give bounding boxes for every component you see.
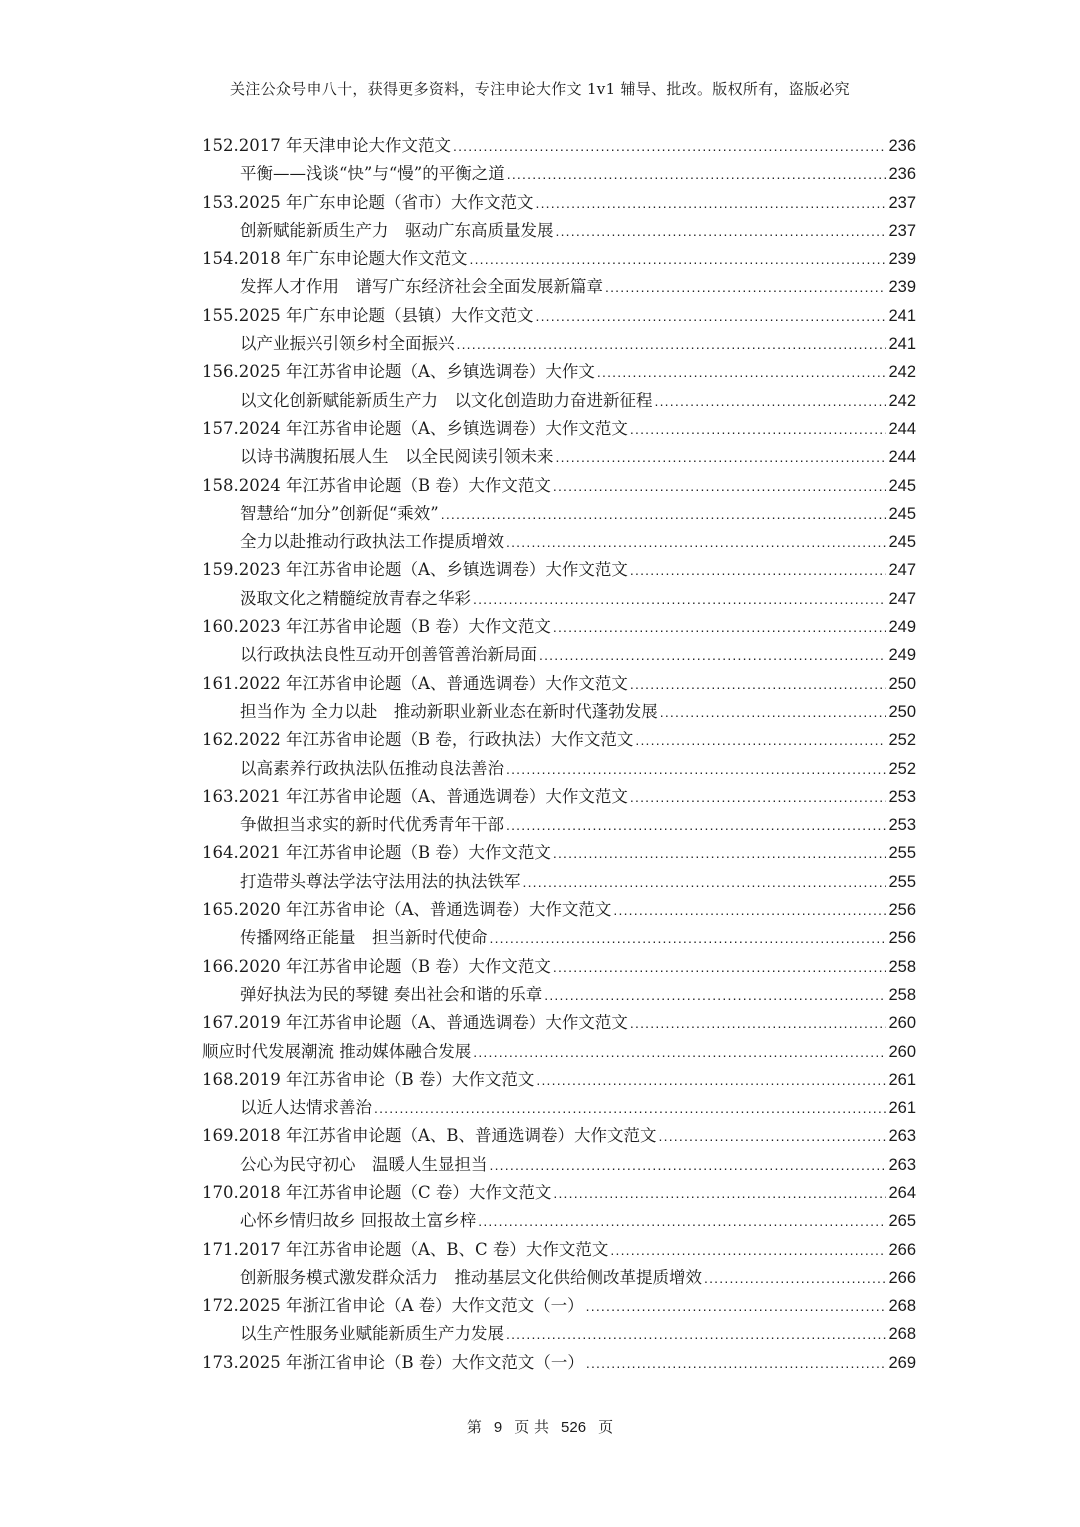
toc-page-number: 245 [888, 504, 916, 523]
toc-page-number: 253 [888, 787, 916, 806]
toc-subentry[interactable] [202, 330, 916, 358]
toc-subentry[interactable] [202, 811, 916, 839]
toc-subentry[interactable] [202, 1151, 916, 1179]
toc-page-number: 255 [888, 872, 916, 891]
toc-dot-leader [556, 223, 887, 239]
toc-page-number: 245 [888, 476, 916, 495]
toc-page-number: 242 [888, 363, 916, 382]
toc-entry-title: 以文化创新赋能新质生产力 以文化创造助力奋进新征程 [240, 390, 653, 410]
toc-entry-title: 157.2024 年江苏省申论题（A、乡镇选调卷）大作文范文 [202, 418, 628, 438]
toc-dot-leader [374, 1100, 886, 1116]
page-header: 关注公众号申八十，获得更多资料，专注申论大作文 1v1 辅导、批改。版权所有，盗版必究 [229, 80, 850, 98]
toc-page-number: 253 [888, 816, 916, 835]
toc-subentry[interactable] [202, 698, 916, 726]
toc-dot-leader [704, 1270, 886, 1286]
toc-page-number: 249 [888, 618, 916, 637]
toc-subentry[interactable] [202, 1207, 916, 1235]
toc-page-number: 256 [888, 901, 916, 920]
toc-entry[interactable] [202, 1122, 916, 1150]
toc-page-number: 250 [888, 674, 916, 693]
toc-entry[interactable] [202, 1349, 916, 1377]
toc-dot-leader [553, 1185, 886, 1201]
toc-subentry[interactable] [202, 641, 916, 669]
toc-page-number: 252 [888, 731, 916, 750]
toc-page-number: 239 [888, 278, 916, 297]
toc-subentry[interactable] [202, 585, 916, 613]
table-of-contents [202, 132, 916, 1377]
toc-page-number: 258 [888, 985, 916, 1004]
toc-entry[interactable] [202, 783, 916, 811]
toc-entry-title: 155.2025 年广东申论题（县镇）大作文范文 [202, 305, 534, 325]
toc-dot-leader [553, 845, 887, 861]
toc-page-number: 247 [888, 561, 916, 580]
toc-entry-title: 171.2017 年江苏省申论题（A、B、C 卷）大作文范文 [202, 1239, 609, 1259]
toc-page-number: 269 [888, 1353, 916, 1372]
toc-entry-title: 170.2018 年江苏省申论题（C 卷）大作文范文 [202, 1182, 552, 1202]
toc-page-number: 265 [888, 1212, 916, 1231]
toc-dot-leader [469, 251, 886, 267]
toc-entry[interactable] [202, 670, 916, 698]
toc-page-number: 242 [888, 391, 916, 410]
toc-dot-leader [635, 732, 886, 748]
toc-page-number: 241 [888, 306, 916, 325]
toc-page-number: 263 [888, 1155, 916, 1174]
toc-entry-title: 以行政执法良性互动开创善管善治新局面 [240, 645, 537, 665]
toc-dot-leader [553, 478, 887, 494]
toc-entry-title: 平衡——浅谈“快”与“慢”的平衡之道 [240, 164, 505, 184]
footer-total-pages: 526 [561, 1419, 587, 1436]
toc-dot-leader [630, 676, 887, 692]
toc-subentry[interactable] [202, 443, 916, 471]
toc-entry[interactable] [202, 556, 916, 584]
toc-entry[interactable] [202, 1009, 916, 1037]
toc-page-number: 244 [888, 448, 916, 467]
toc-dot-leader [473, 591, 886, 607]
toc-entry[interactable] [202, 358, 916, 386]
toc-page-number: 252 [888, 759, 916, 778]
toc-page-number: 244 [888, 419, 916, 438]
toc-subentry[interactable] [202, 528, 916, 556]
toc-dot-leader [544, 987, 886, 1003]
toc-entry-title: 169.2018 年江苏省申论题（A、B、普通选调卷）大作文范文 [202, 1126, 657, 1146]
toc-page-number: 260 [888, 1014, 916, 1033]
toc-page-number: 256 [888, 929, 916, 948]
toc-dot-leader [660, 704, 887, 720]
toc-page-number: 237 [888, 221, 916, 240]
toc-page-number: 260 [888, 1042, 916, 1061]
toc-entry-title: 166.2020 年江苏省申论题（B 卷）大作文范文 [202, 956, 551, 976]
toc-dot-leader [610, 1242, 886, 1258]
toc-entry-title: 163.2021 年江苏省申论题（A、普通选调卷）大作文范文 [202, 786, 628, 806]
footer-suffix: 页 [598, 1418, 614, 1436]
toc-subentry[interactable] [202, 387, 916, 415]
toc-dot-leader [630, 421, 887, 437]
toc-page-number: 255 [888, 844, 916, 863]
toc-subentry[interactable] [202, 981, 916, 1009]
toc-entry-title: 以诗书满腹拓展人生 以全民阅读引领未来 [240, 447, 554, 467]
toc-entry-title: 156.2025 年江苏省申论题（A、乡镇选调卷）大作文 [202, 362, 595, 382]
toc-page-number: 245 [888, 533, 916, 552]
toc-entry-title: 167.2019 年江苏省申论题（A、普通选调卷）大作文范文 [202, 1013, 628, 1033]
toc-page-number: 237 [888, 193, 916, 212]
toc-entry-title: 159.2023 年江苏省申论题（A、乡镇选调卷）大作文范文 [202, 560, 628, 580]
toc-entry[interactable] [202, 839, 916, 867]
page-footer [0, 1416, 1080, 1437]
toc-dot-leader [556, 449, 887, 465]
toc-dot-leader [441, 506, 887, 522]
toc-dot-leader [655, 393, 887, 409]
toc-dot-leader [478, 1213, 886, 1229]
toc-dot-leader [553, 959, 887, 975]
toc-entry[interactable] [202, 302, 916, 330]
toc-entry[interactable] [202, 1066, 916, 1094]
toc-entry[interactable] [202, 726, 916, 754]
toc-dot-leader [506, 534, 886, 550]
toc-page-number: 247 [888, 589, 916, 608]
toc-entry[interactable] [202, 245, 916, 273]
toc-entry-title: 以生产性服务业赋能新质生产力发展 [240, 1324, 504, 1344]
toc-dot-leader [457, 336, 887, 352]
toc-page-number: 250 [888, 702, 916, 721]
toc-entry-title: 顺应时代发展潮流 推动媒体融合发展 [202, 1041, 472, 1061]
toc-dot-leader [535, 308, 886, 324]
toc-entry[interactable] [202, 472, 916, 500]
toc-page-number: 241 [888, 335, 916, 354]
toc-page-number: 236 [888, 165, 916, 184]
toc-page-number: 266 [888, 1240, 916, 1259]
toc-entry-title: 打造带头尊法学法守法用法的执法铁军 [240, 871, 521, 891]
toc-subentry[interactable] [202, 273, 916, 301]
toc-page-number: 268 [888, 1297, 916, 1316]
toc-entry-title: 153.2025 年广东申论题（省市）大作文范文 [202, 192, 534, 212]
toc-dot-leader [586, 1355, 887, 1371]
toc-dot-leader [535, 195, 886, 211]
toc-entry-title: 以近人达情求善治 [240, 1098, 372, 1118]
toc-entry[interactable] [202, 1179, 916, 1207]
toc-dot-leader [630, 562, 887, 578]
toc-entry-title: 152.2017 年天津申论大作文范文 [202, 136, 451, 155]
toc-dot-leader [523, 874, 887, 890]
toc-entry-title: 担当作为 全力以赴 推动新职业新业态在新时代蓬勃发展 [240, 701, 658, 721]
toc-page-number: 249 [888, 646, 916, 665]
toc-subentry[interactable] [202, 160, 916, 188]
toc-entry-title: 162.2022 年江苏省申论题（B 卷，行政执法）大作文范文 [202, 730, 634, 750]
toc-entry-title: 争做担当求实的新时代优秀青年干部 [240, 815, 504, 835]
toc-entry[interactable] [202, 1236, 916, 1264]
toc-entry-title: 智慧给“加分”创新促“乘效” [240, 503, 439, 523]
toc-page-number: 268 [888, 1325, 916, 1344]
toc-entry-title: 创新服务模式激发群众活力 推动基层文化供给侧改革提质增效 [240, 1267, 702, 1287]
toc-subentry[interactable] [202, 755, 916, 783]
toc-dot-leader [453, 138, 886, 154]
toc-page-number: 264 [888, 1183, 916, 1202]
toc-subentry[interactable] [202, 1094, 916, 1122]
toc-dot-leader [506, 1326, 886, 1342]
toc-page-number: 258 [888, 957, 916, 976]
toc-subentry[interactable] [202, 1320, 916, 1348]
toc-entry-title: 173.2025 年浙江省申论（B 卷）大作文范文（一） [202, 1352, 584, 1372]
toc-dot-leader [553, 619, 887, 635]
toc-dot-leader [597, 364, 887, 380]
toc-page-number: 236 [888, 137, 916, 155]
toc-subentry[interactable] [202, 924, 916, 952]
toc-dot-leader [473, 1044, 886, 1060]
toc-subentry[interactable] [202, 217, 916, 245]
toc-entry-title: 164.2021 年江苏省申论题（B 卷）大作文范文 [202, 843, 551, 863]
toc-page-number: 261 [888, 1070, 916, 1089]
toc-dot-leader [605, 279, 886, 295]
toc-dot-leader [539, 647, 886, 663]
toc-entry-title: 172.2025 年浙江省申论（A 卷）大作文范文（一） [202, 1296, 584, 1316]
toc-dot-leader [490, 1157, 887, 1173]
toc-entry[interactable] [202, 953, 916, 981]
toc-entry-title: 传播网络正能量 担当新时代使命 [240, 928, 488, 948]
toc-entry-title: 发挥人才作用 谱写广东经济社会全面发展新篇章 [240, 277, 603, 297]
toc-dot-leader [536, 1072, 886, 1088]
toc-subentry[interactable] [202, 500, 916, 528]
toc-dot-leader [659, 1128, 887, 1144]
toc-page-number: 266 [888, 1268, 916, 1287]
toc-entry-title: 弹好执法为民的琴键 奏出社会和谐的乐章 [240, 984, 543, 1004]
toc-entry-title: 165.2020 年江苏省申论（A、普通选调卷）大作文范文 [202, 900, 612, 920]
toc-dot-leader [490, 930, 887, 946]
toc-entry[interactable] [202, 415, 916, 443]
footer-middle: 页 共 [514, 1418, 550, 1436]
toc-dot-leader [613, 902, 886, 918]
toc-dot-leader [506, 761, 886, 777]
toc-dot-leader [586, 1298, 887, 1314]
toc-entry-title: 创新赋能新质生产力 驱动广东高质量发展 [240, 220, 554, 240]
toc-subentry[interactable] [202, 868, 916, 896]
toc-entry[interactable] [202, 1292, 916, 1320]
toc-entry[interactable] [202, 1038, 916, 1066]
toc-dot-leader [507, 166, 887, 182]
toc-entry[interactable] [202, 896, 916, 924]
toc-entry[interactable] [202, 613, 916, 641]
toc-entry-title: 公心为民守初心 温暖人生显担当 [240, 1154, 488, 1174]
toc-entry[interactable] [202, 132, 916, 160]
toc-entry-title: 以高素养行政执法队伍推动良法善治 [240, 758, 504, 778]
toc-dot-leader [630, 1015, 887, 1031]
toc-entry-title: 158.2024 年江苏省申论题（B 卷）大作文范文 [202, 475, 551, 495]
toc-dot-leader [630, 789, 887, 805]
toc-entry-title: 154.2018 年广东申论题大作文范文 [202, 249, 468, 269]
toc-entry-title: 汲取文化之精髓绽放青春之华彩 [240, 588, 471, 608]
toc-entry-title: 161.2022 年江苏省申论题（A、普通选调卷）大作文范文 [202, 673, 628, 693]
toc-entry[interactable] [202, 189, 916, 217]
toc-entry-title: 168.2019 年江苏省申论（B 卷）大作文范文 [202, 1069, 535, 1089]
footer-page-number: 9 [493, 1419, 503, 1436]
footer-prefix: 第 [466, 1418, 482, 1436]
toc-entry-title: 心怀乡情归故乡 回报故土富乡梓 [240, 1211, 477, 1231]
toc-entry-title: 160.2023 年江苏省申论题（B 卷）大作文范文 [202, 617, 551, 637]
toc-entry-title: 全力以赴推动行政执法工作提质增效 [240, 532, 504, 552]
toc-page-number: 261 [888, 1099, 916, 1118]
toc-page-number: 239 [888, 250, 916, 269]
toc-dot-leader [506, 817, 886, 833]
toc-page-number: 263 [888, 1127, 916, 1146]
toc-subentry[interactable] [202, 1264, 916, 1292]
toc-entry-title: 以产业振兴引领乡村全面振兴 [240, 334, 455, 354]
